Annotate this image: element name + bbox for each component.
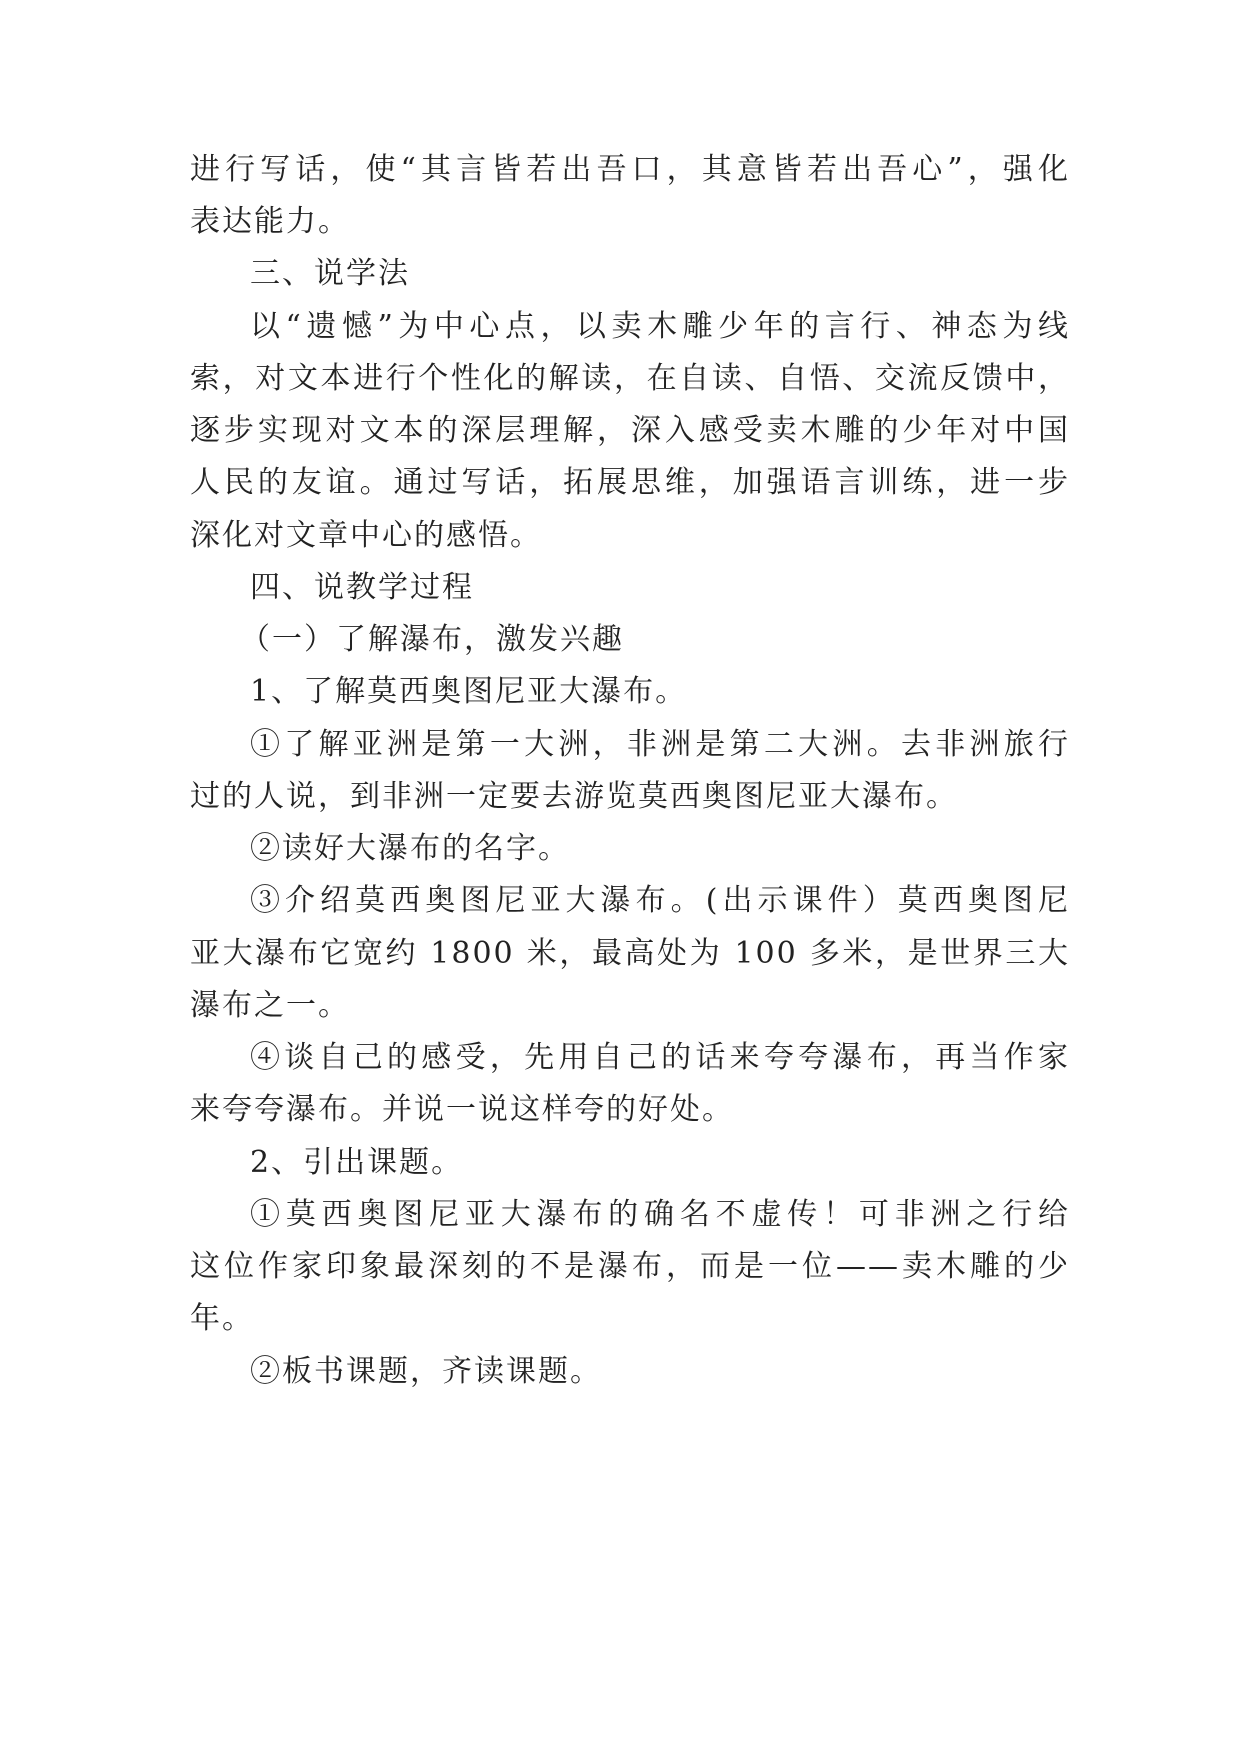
text-line: 深化对文章中心的感悟。	[190, 518, 542, 553]
text-line: 瀑布之一。	[190, 988, 350, 1023]
text-line: ②读好大瀑布的名字。	[250, 831, 570, 866]
section-heading: 三、说学法	[250, 256, 410, 291]
list-item: 2、引出课题。	[250, 1145, 464, 1180]
section-heading: 四、说教学过程	[250, 570, 474, 605]
text-line: ④谈自己的感受，先用自己的话来夸夸瀑布，再当作家	[250, 1040, 1070, 1075]
text-line: 过的人说，到非洲一定要去游览莫西奥图尼亚大瀑布。	[190, 779, 958, 814]
text-line: 来夸夸瀑布。并说一说这样夸的好处。	[190, 1092, 734, 1127]
text-line: 以“遗憾”为中心点，以卖木雕少年的言行、神态为线	[250, 309, 1070, 344]
text-line: 表达能力。	[190, 204, 350, 239]
text-line: ①了解亚洲是第一大洲，非洲是第二大洲。去非洲旅行	[250, 727, 1070, 762]
text-line: 亚大瀑布它宽约 1800 米，最高处为 100 多米，是世界三大	[190, 936, 1070, 971]
text-line: ①莫西奥图尼亚大瀑布的确名不虚传！可非洲之行给	[250, 1197, 1070, 1232]
text-line: 进行写话，使“其言皆若出吾口，其意皆若出吾心”，强化	[190, 152, 1070, 187]
text-line: 人民的友谊。通过写话，拓展思维，加强语言训练，进一步	[190, 465, 1070, 500]
text-line: 这位作家印象最深刻的不是瀑布，而是一位——卖木雕的少	[190, 1249, 1070, 1284]
text-line: 年。	[190, 1301, 254, 1336]
text-line: ②板书课题，齐读课题。	[250, 1354, 602, 1389]
subsection-heading: （一）了解瀑布，激发兴趣	[240, 622, 624, 657]
text-line: 索，对文本进行个性化的解读，在自读、自悟、交流反馈中，	[190, 361, 1070, 396]
text-line: ③介绍莫西奥图尼亚大瀑布。(出示课件）莫西奥图尼	[250, 883, 1070, 918]
list-item: 1、了解莫西奥图尼亚大瀑布。	[250, 674, 688, 709]
text-line: 逐步实现对文本的深层理解，深入感受卖木雕的少年对中国	[190, 413, 1070, 448]
